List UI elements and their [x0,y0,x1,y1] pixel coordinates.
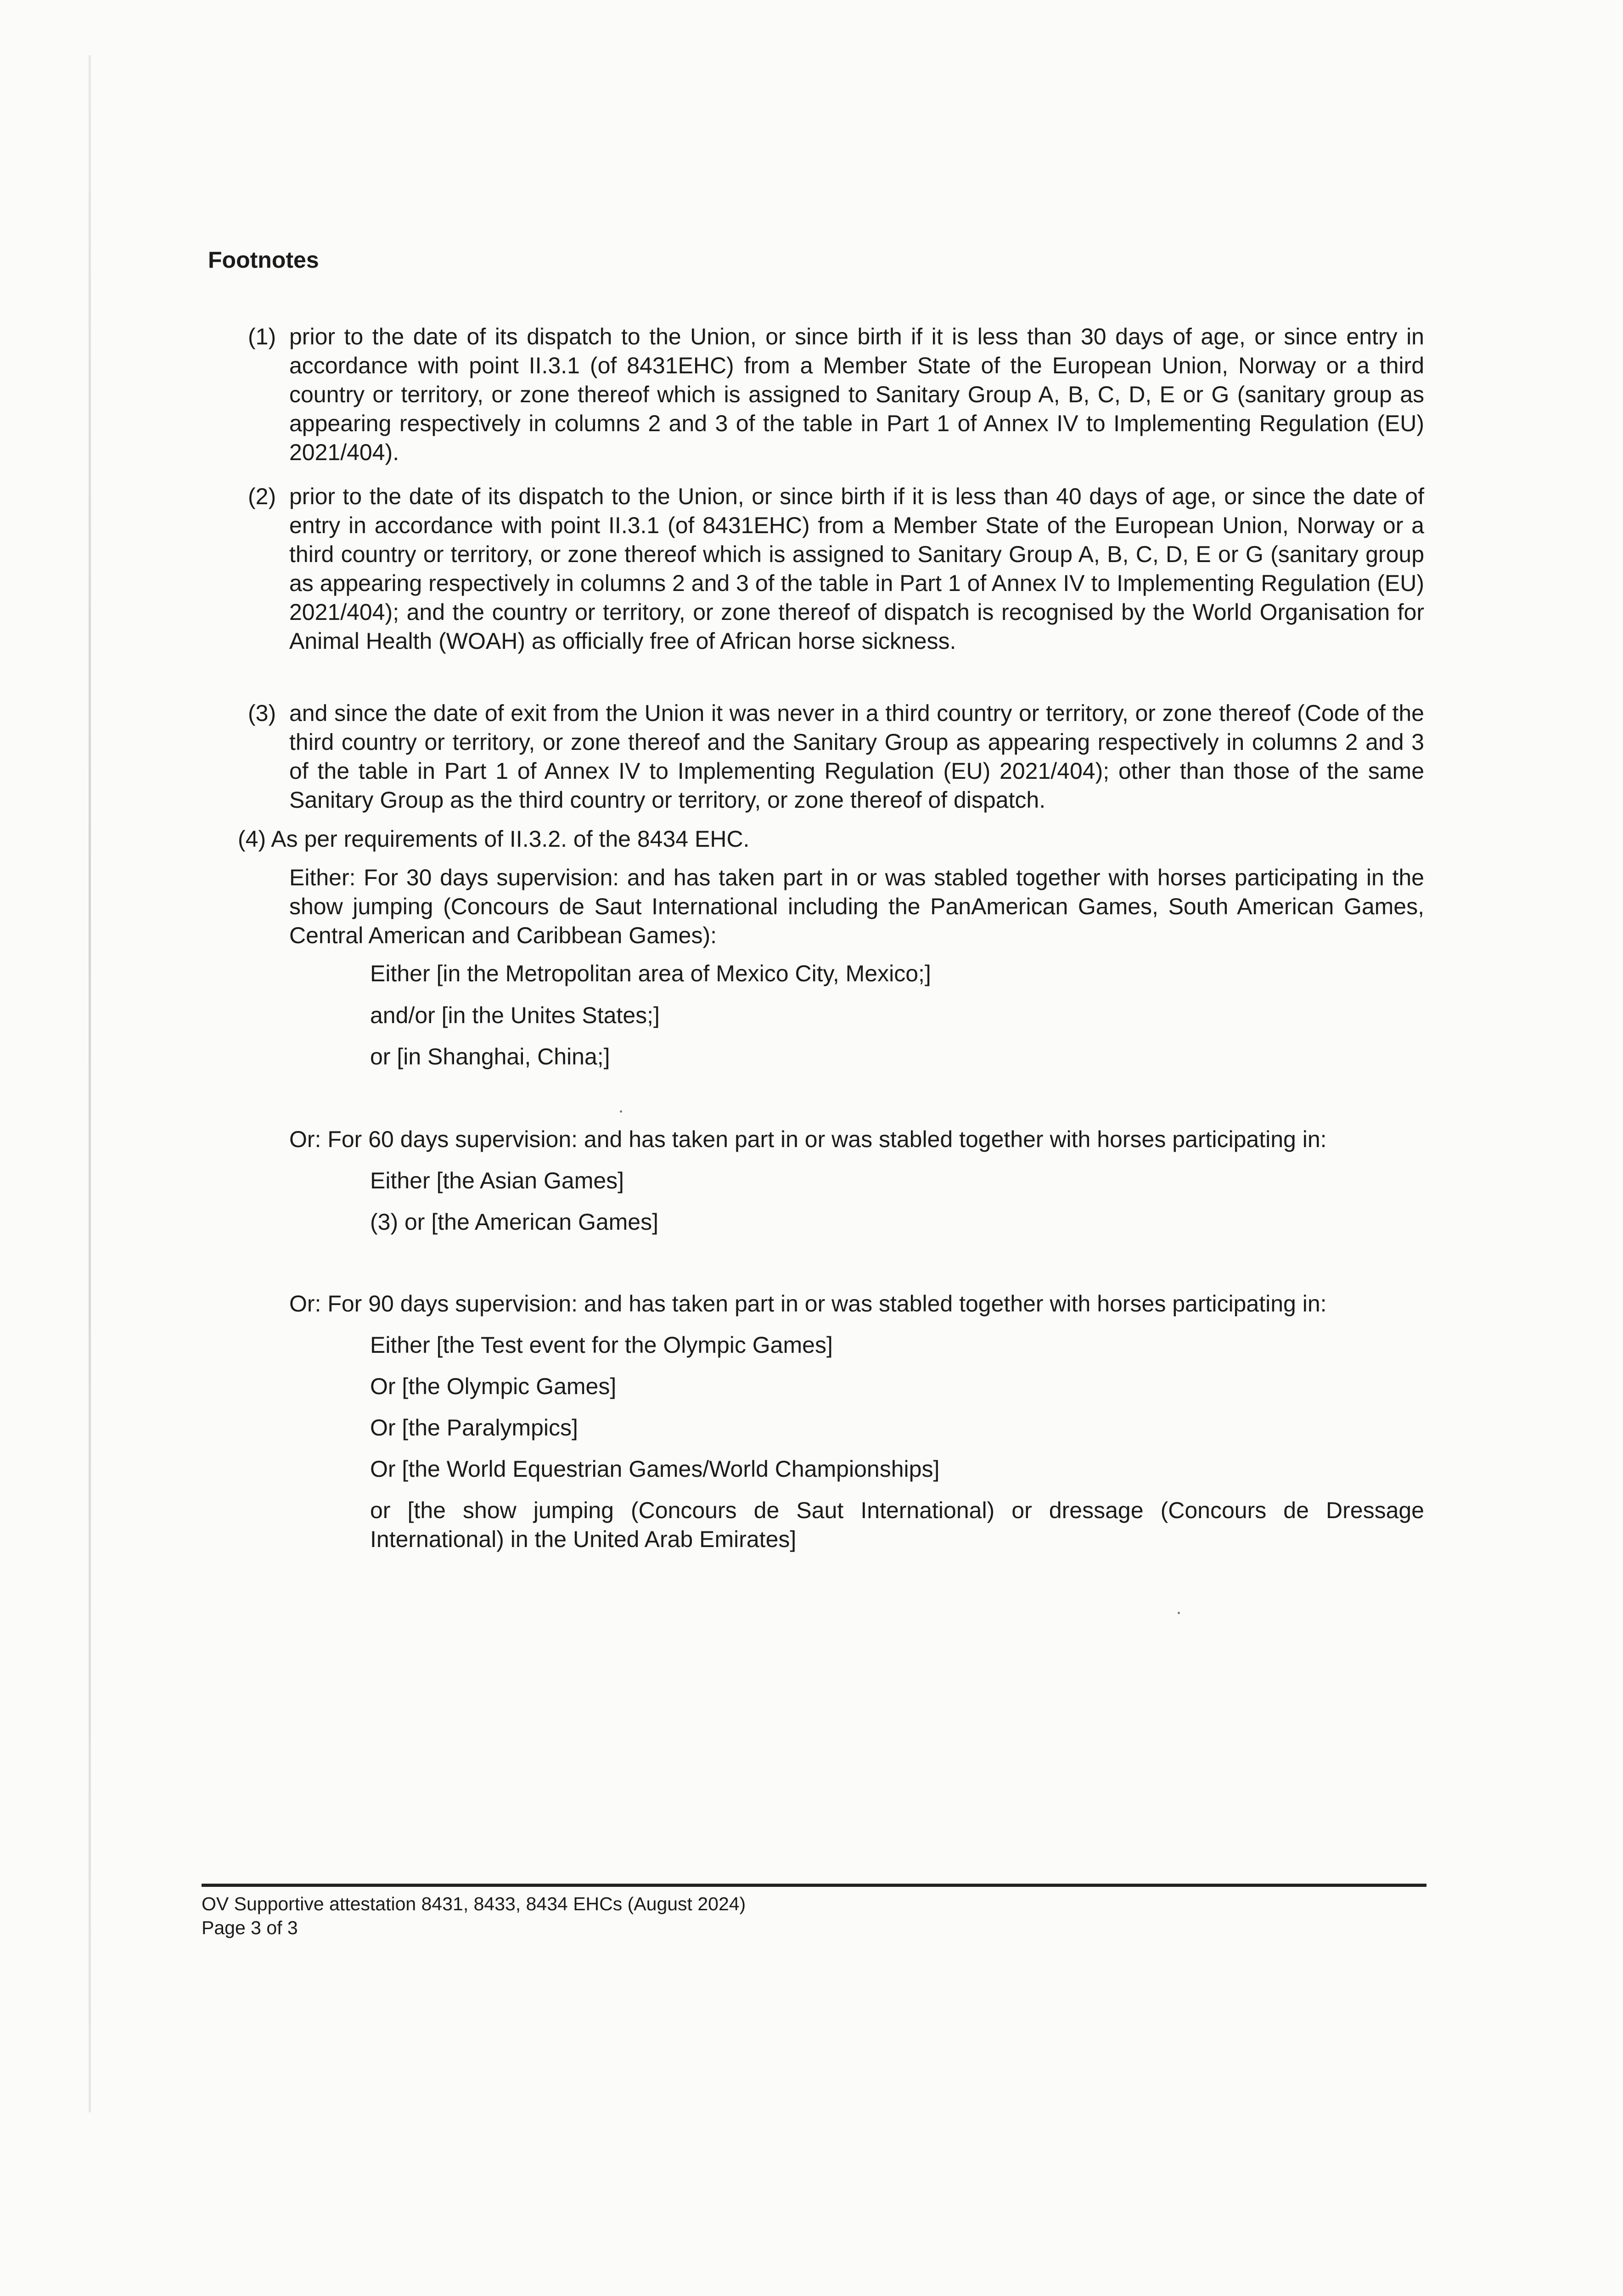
scan-speck [620,1110,622,1113]
footnote-number: (3) [248,700,276,726]
option-30-mexico: Either [in the Metropolitan area of Mexico City, Mexico;] [370,961,931,986]
option-90-test-event: Either [the Test event for the Olympic Games] [370,1332,833,1358]
footer-document-title: OV Supportive attestation 8431, 8433, 8434 EHCs (August 2024) [202,1893,746,1914]
footnote-1 [248,322,1424,467]
supervision-30-days-intro: Either: For 30 days supervision: and has taken part in or was stabled together with horses participating in the show jumping (Concours de Saut International including the PanAmerican Games, South American Games, Central American and Caribbean Games): [289,865,1424,948]
footer-rule [202,1884,1426,1887]
footnote-3 [248,699,1424,815]
option-60-asian-games: Either [the Asian Games] [370,1168,624,1193]
option-30-shanghai: or [in Shanghai, China;] [370,1044,610,1069]
footnote-text: and since the date of exit from the Union it was never in a third country or territory, or zone thereof (Code of the third country or territory, or zone thereof and the Sanitary Group as appearing respectively in columns 2 and 3 of the table in Part 1 of Annex IV to Implementing Regulation (EU) 2021/404); other than those of the same Sanitary Group as the third country or territory, or zone thereof of dispatch. [289,700,1424,813]
footer-page-number: Page 3 of 3 [202,1917,298,1938]
footnote-4-heading: (4) As per requirements of II.3.2. of the 8434 EHC. [238,826,750,852]
footnote-number: (1) [248,324,276,349]
option-60-american-games: (3) or [the American Games] [370,1209,659,1235]
option-90-olympic-games: Or [the Olympic Games] [370,1373,617,1399]
option-90-paralympics: Or [the Paralympics] [370,1415,578,1441]
option-90-world-equestrian-games: Or [the World Equestrian Games/World Championships] [370,1456,940,1482]
supervision-90-days-intro: Or: For 90 days supervision: and has taken part in or was stabled together with horses participating in: [289,1291,1327,1317]
footnote-2 [248,482,1424,656]
scan-speck [1178,1612,1180,1614]
supervision-60-days-intro: Or: For 60 days supervision: and has taken part in or was stabled together with horses participating in: [289,1126,1327,1152]
option-30-us: and/or [in the Unites States;] [370,1002,660,1028]
option-90-uae: or [the show jumping (Concours de Saut International) or dressage (Concours de Dressage International) in the United Arab Emirates] [370,1497,1424,1552]
page-footer [202,1892,746,1940]
footnotes-heading: Footnotes [208,247,319,273]
footnote-number: (2) [248,484,276,509]
footnote-text: prior to the date of its dispatch to the Union, or since birth if it is less than 40 days of age, or since the date of entry in accordance with point II.3.1 (of 8431EHC) from a Member State of the European Union, Norway or a third country or territory, or zone thereof which is assigned to Sanitary Group A, B, C, D, E or G (sanitary group as appearing respectively in columns 2 and 3 of the table in Part 1 of Annex IV to Implementing Regulation (EU) 2021/404); and the country or territory, or zone thereof of dispatch is recognised by the World Organisation for Animal Health (WOAH) as officially free of African horse sickness. [289,484,1424,654]
footnote-text: prior to the date of its dispatch to the Union, or since birth if it is less than 30 days of age, or since entry in accordance with point II.3.1 (of 8431EHC) from a Member State of the European Union, Norway or a third country or territory, or zone thereof which is assigned to Sanitary Group A, B, C, D, E or G (sanitary group as appearing respectively in columns 2 and 3 of the table in Part 1 of Annex IV to Implementing Regulation (EU) 2021/404). [289,324,1424,465]
